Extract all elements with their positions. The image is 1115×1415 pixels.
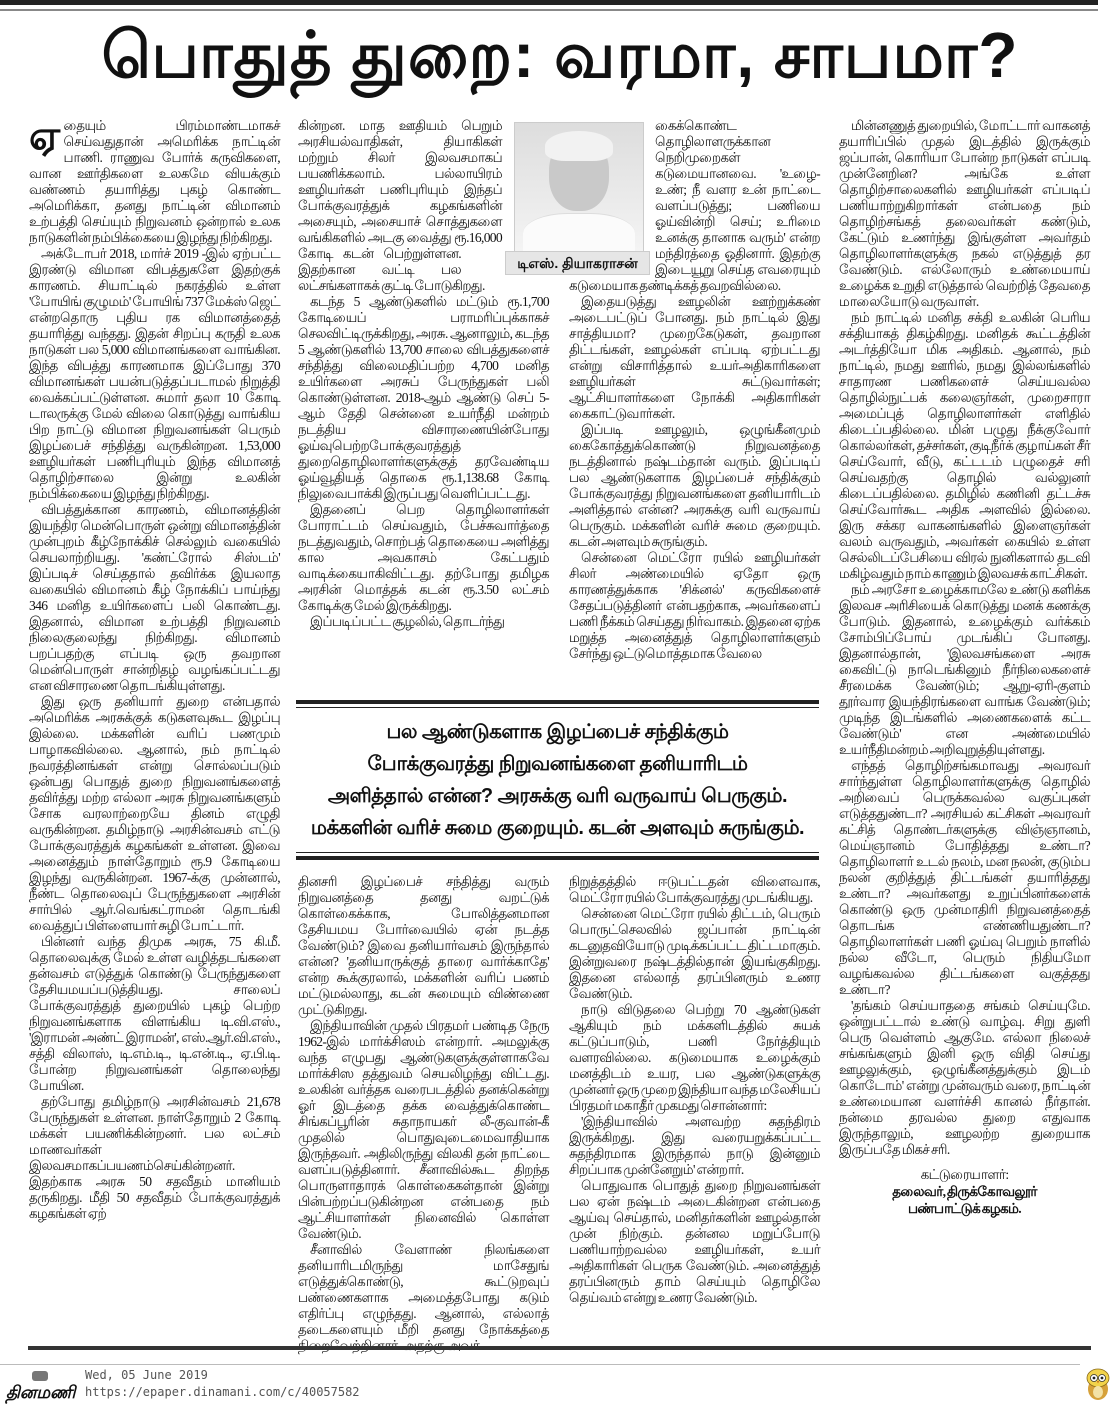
paragraph: இப்படிப்பட்ட சூழலில், தொடர்ந்து [310,614,505,629]
photo-spacer [569,118,655,268]
paragraph: சென்னை மெட்ரோ ரயில் ஊழியர்கள் சிலர் அண்மையில் ஏதோ ஒரு காரணத்துக்காக 'சிக்னல்' கருவிகளைச் சேதப்படுத்தினர் என்பதற்காக, அவர்களைப் பணி நீக்கம் செய்தது நிர்வாகம். இதனை ஏற்க மறுத்த அனைத்துத் தொழிலாளர்களும் சேர்ந்து ஒட்டுமொத்தமாக வேலை [569,550,820,661]
author-signature [839,1166,1090,1217]
article-column-1 [29,114,280,1222]
paragraph: ஏதையும் பிரம்மாண்டமாகச் செய்வதுதான் அமெரிக்க நாட்டின் பாணி. ராணுவ போர்க் கருவிகளை, வான ஊர்திகளை உலகமே வியக்கும் வண்ணம் தயாரித்து புகழ் கொண்ட அமெரிக்கா, தனது நாட்டின் விமானம் உற்பத்தி செய்யும் நிறுவனம் ஒன்றால் உலக நாடுகளின் நம்பிக்கையை இழந்து நிற்கிறது. [29,114,280,245]
dinamani-logo[interactable]: தினமணி [6,1371,78,1403]
epaper-link[interactable]: https://epaper.dinamani.com/c/40057582 [85,1385,360,1399]
paragraph: சீனாவில் வேளாண் நிலங்களை தனியாரிடமிருந்து மாசேதுங் எடுத்துக்கொண்டு, கூட்டுறவுப் பண்ணைகளாக அமைத்தபோது கடும் எதிர்ப்பு எழுந்தது. ஆனால், எல்லாத் தடைகளையும் மீறி தனது நோக்கத்தை [298,1242,549,1337]
pull-quote-line: பல ஆண்டுகளாக இழப்பைச் சந்திக்கும் [386,721,729,743]
paragraph: அக்டோபர் 2018, மார்ச் 2019 -இல் ஏற்பட்ட இரண்டு விமான விபத்துகளே இதற்குக் காரணம். சியாட்டில் நகரத்தில் உள்ள 'போயிங் குழுமம்' போயிங் 737 மேக்ஸ் ஜெட் என்றதொரு புதிய ரக விமானத்தைத் தயாரித்து வந்தது. இதன் சிறப்பு கருதி உலக நாடுகள் பல 5,000 விமானங்களை வாங்கின. இந்த விபத்து காரணமாக இப்போது 370 விமானங்கள் பயன்படுத்தப்படாமல் நிறுத்தி வைக்கப்பட்டுள்ளன. சுமார் தலா 10 கோடி டாலருக்கு மேல் விலை கொடுத்து வாங்கிய பிற நாட்டு விமான நிறுவனங்கள் பெரும் இழப்பைச் சந்தித்து வருகின்றன. 1,53,000 ஊழியர்கள் பணிபுரியும் இந்த விமானத் தொழிற்சாலை இன்று உலகின் நம்பிக்கையை இழந்து நிற்கிறது. [29,246,280,501]
paragraph: இது ஒரு தனியார் துறை என்பதால் அமெரிக்க அரசுக்குக் கடுகளவுகூட இழப்பு இல்லை. மக்களின் வரிப் பணமும் பாழாகவில்லை. ஆனால், நம் நாட்டில் நவரத்தினங்கள் என்று சொல்லப்படும் ஒன்பது பொதுத் துறை நிறுவனங்களைத் தவிர்த்து மற்ற எல்லா அரசு நிறுவனங்களும் சோக வரலாற்றையே தினம் எழுதி வருகின்றன. தமிழ்நாடு அரசின்வசம் எட்டு போக்குவரத்துக் கழகங்கள் உள்ளன. இவை அனைத்தும் நாள்தோறும் ரூ.9 கோடியை இழந்து வருகின்றன. 1967-க்கு முன்னால், நீண்ட தொலைவுப் பேருந்துகளை அரசின் சார்பில் ஆர்.வெங்கட்ராமன் தொடங்கி வைத்துப் பிள்ளையார் சுழி போட்டார். [29,694,280,933]
edition-date: Wed, 05 June 2019 [85,1368,208,1382]
paragraph: நம் நாட்டில் மனித சக்தி உலகின் பெரிய சக்தியாகத் திகழ்கிறது. மனிதக் கூட்டத்தின் அடர்த்தியோ மிக அதிகம். ஆனால், நம் நாட்டில், நமது ஊரில், நமது இல்லங்களில் சாதாரண பணிகளைச் செய்யவல்ல தொழில்நுட்பக் கலைஞர்கள், முறைசாரா அமைப்புத் தொழிலாளர்கள் எளிதில் கிடைப்பதில்லை. மின் பழுது நீக்குவோர் கொல்லர்கள், தச்சர்கள், குடிநீர்க் குழாய்கள் சீர் செய்வோர், வீடு, கட்டடம் பழுதைச் சரி செய்வதற்கு தொழில் வல்லுனர் கிடைப்பதில்லை. தமிழில் கணினி தட்டச்சு செய்வோர்கூட அதிக அளவில் இல்லை. இரு சக்கர வாகனங்களில் இளைஞர்கள் வலம் வருவதும், அவர்கள் கையில் உள்ள செல்லிடப்பேசியை விரல் நுனிகளால் தடவி மகிழ்வதும் நாம் காணும் இலவசக் காட்சிகள். [839,310,1090,581]
top-border [0,0,1098,5]
headline: பொதுத் துறை: வரமா, சாபமா? [101,19,1019,91]
pull-quote-line: மக்களின் வரிச் சுமை குறையும். கடன் அளவும் சுருங்கும். [310,817,805,839]
pull-quote-line: போக்குவரத்து நிறுவனங்களை தனியாரிடம் [367,753,748,775]
footer [0,1365,1115,1404]
paragraph: தினசரி இழப்பைச் சந்தித்து வரும் நிறுவனத்தை தனது வறட்டுக் கொள்கைக்காக, போலித்தனமான தேசியமய போர்வையில் ஏன் நடத்த வேண்டும்? இவை தனியார்வசம் இருந்தால் என்ன? 'தனியாருக்குத் தாரை வார்க்காதே' என்ற கூக்குரலால், மக்களின் வரிப் பணம் மட்டுமல்லாது, கடன் சுமையும் விண்ணை முட்டுகிறது. [298,874,549,1017]
article-column-3-bottom [569,874,820,1306]
paragraph: கின்றன. மாத ஊதியம் பெறும் அரசியல்வாதிகள், தியாகிகள் மற்றும் சிலர் இலவசமாகப் பயணிக்கலாம். பல்லாயிரம் ஊழியர்கள் பணிபுரியும் இந்தப் போக்குவரத்துக் கழகங்களின் அசையும், அசையாச் சொத்துகளை வங்கிகளில் அடகு வைத்து ரூ.16,000 கோடி கடன் பெற்றுள்ளன. இதற்கான வட்டி பல லட்சங்களாகக் குட்டி போடுகிறது. [298,118,502,293]
paragraph: நாடு விடுதலை பெற்று 70 ஆண்டுகள் ஆகியும் நம் மக்களிடத்தில் சுயக் கட்டுப்பாடும், பணி நேர்த்தியும் வளரவில்லை. கடுமையாக உழைக்கும் மனத்திடம் உயர, பல ஆண்டுகளுக்கு முன்னர் ஒரு முறை இந்தியா வந்த மலேசியப் பிரதமர் மகாதீர் முகமது சொன்னார்: [569,1002,820,1113]
drop-cap: ஏ [29,114,60,158]
paragraph: எந்தத் தொழிற்சங்கமாவது அவரவர் சார்ந்துள்ள தொழிலாளர்களுக்கு தொழில் அறிவைப் பெருக்கவல்ல வகுப்புகள் எடுத்ததுண்டா? அரசியல் கட்சிகள் அவரவர் கட்சித் தொண்டர்களுக்கு விஞ்ஞானம், மெய்ஞானம் போதித்தது உண்டா? தொழிலாளர் உடல் நலம், மன நலன், குடும்ப நலன் குறித்துத் திட்டங்கள் தயாரித்தது உண்டா? அவர்களது உறுப்பினர்களைக் கொண்டு ஒரு முன்மாதிரி நிறுவனத்தைத் தொடங்க எண்ணியதுண்டா? தொழிலாளர்கள் பணி ஓய்வு பெறும் நாளில் நல்ல வீடோ, பெரும் நிதியமோ வழங்கவல்ல திட்டங்களை வகுத்தது உண்டா? [839,758,1090,997]
paragraph: பின்னர் வந்த திமுக அரசு, 75 கி.மீ. தொலைவுக்கு மேல் உள்ள வழித்தடங்களை தன்வசம் எடுத்துக் கொண்டு பேருந்துகளை தேசியமயப்படுத்தியது. சாலைப் போக்குவரத்துத் துறையில் புகழ் பெற்ற நிறுவனங்களாக விளங்கிய டி.வி.எஸ்., 'இராமன் அண்ட் இராமன்', எஸ்.ஆர்.வி.எஸ்., சத்தி விலாஸ், டி.எம்.டி., டி.என்.டி., ஏ.பி.டி. போன்ற நிறுவனங்கள் தொலைந்து போயின. [29,934,280,1093]
paragraph: தற்போது தமிழ்நாடு அரசின்வசம் 21,678 பேருந்துகள் உள்ளன. நாள்தோறும் 2 கோடி மக்கள் பயணிக்கின்றனர். பல லட்சம் மாணவர்கள் இலவசமாகப்பயணம்செய்கின்றனர். இதற்காக அரசு 50 சதவீதம் மானியம் தருகிறது. மீதி 50 சதவீதம் போக்குவரத்துக் கழகங்கள் ஏற் [29,1094,280,1221]
paragraph: கைக்கொண்ட தொழிலாளருக்கான நெறிமுறைகள் கடுமையானவை. 'உழை-உண்; நீ வளர உன் நாட்டை வளப்படுத்து; பணியை ஓய்வின்றி செய்; உரிமை உனக்கு தானாக வரும்' என்ற மந்திரத்தை ஓதினார். இதற்கு இடையூறு செய்த எவரையும் கடுமையாக தண்டிக்கத் தவறவில்லை. [569,118,820,293]
pull-quote-line: அளித்தால் என்ன? அரசுக்கு வரி வருவாய் பெருகும். [327,785,788,807]
signature-label: கட்டுரையாளர்: [920,1167,1009,1182]
article-column-2-bottom [298,874,549,1354]
paragraph: நம் அரசோ உழைக்காமலே உண்டு களிக்க இலவச அரிசியைக் கொடுத்து மனக் கணக்கு போடும். இதனால், உழைக்கும் வர்க்கம் சோம்பிப்போய் முடங்கிப் போனது. இதனால்தான், 'இலவசங்களை அரசு கைவிட்டு நாடெங்கினும் நீர்நிலைகளைச் சீரமைக்க வேண்டும்; ஆறு-ஏரி-குளம் தூர்வார இயந்திரங்களை வாங்க வேண்டும்; முடிந்த இடங்களில் அணைகளைக் கட்ட வேண்டும்' என அண்மையில் உயர்நீதிமன்றம் அறிவுறுத்தியுள்ளது. [839,582,1090,757]
paragraph: கடந்த 5 ஆண்டுகளில் மட்டும் ரூ.1,700 கோடியைப் பராமரிப்புக்காகச் செலவிட்டிருக்கிறது, அரசு. ஆனாலும், கடந்த 5 ஆண்டுகளில் 13,700 சாலை விபத்துகளைச் சந்தித்து விலைமதிப்பற்ற 4,700 மனித உயிர்களை அரசுப் பேருந்துகள் பலி கொண்டுள்ளன. 2018-ஆம் ஆண்டு செப் 5-ஆம் தேதி சென்னை உயர்நீதி மன்றம் நடத்திய விசாரணையின்போது ஓய்வுபெற்றபோக்குவரத்துத் துறைதொழிலாளர்களுக்குத் தரவேண்டிய ஓய்வூதியத் தொகை ரூ.1,138.68 கோடி நிலுவைபாக்கி இருப்பது வெளிப்பட்டது. [298,294,549,501]
paragraph: இப்படி ஊழலும், ஒழுங்கீனமும் கைகோத்துக்கொண்டு நிறுவனத்தை நடத்தினால் நஷ்டம்தான் வரும். இப்படிப் பல ஆண்டுகளாக இழப்பைச் சந்திக்கும் போக்குவரத்து நிறுவனங்களை தனியாரிடம் அளித்தால் என்ன? அரசுக்கு வரி வருவாய் பெருகும். மக்களின் வரிச் சுமை குறையும். கடன் அளவும் சுருங்கும். [569,422,820,549]
paragraph: இதனைப் பெற தொழிலாளர்கள் போராட்டம் செய்வதும், பேச்சுவார்த்தை நடத்துவதும், சொற்பத் தொகையை அளித்து கால அவகாசம் கேட்பதும் வாடிக்கையாகிவிட்டது. தற்போது தமிழக அரசின் மொத்தக் கடன் ரூ.3.50 லட்சம் கோடிக்கு மேல் இருக்கிறது. [298,502,549,613]
paragraph: பொதுவாக பொதுத் துறை நிறுவனங்கள் பல ஏன் நஷ்டம் அடைகின்றன என்பதை ஆய்வு செய்தால், மனிதர்களின் ஊழல்தான் முன் நிற்கும். தன்னல மறுப்போடு பணியாற்றவல்ல ஊழியர்கள், உயர் அதிகாரிகள் பெருக வேண்டும். அனைத்துத் தரப்பினரும் தாம் செய்யும் தொழிலே தெய்வம் என்று உணர வேண்டும். [569,1178,820,1305]
paragraph: இதையடுத்து ஊழலின் ஊற்றுக்கண் அடைபட்டுப் போனது. நம் நாட்டில் இது சாத்தியமா? முறைகேடுகள், தவறான திட்டங்கள், ஊழல்கள் எப்படி ஏற்பட்டது என்று விசாரித்தால் உயர்அதிகாரிகளை ஊழியர்கள் சுட்டுவார்கள்; ஆட்சியாளர்களை நோக்கி அதிகாரிகள் கைகாட்டுவார்கள். [569,294,820,421]
article-column-4 [839,118,1090,1217]
signature-org: பண்பாட்டுக் கழகம். [908,1201,1021,1216]
author-caption: டிஎஸ். தியாகராசன் [505,251,650,275]
paragraph: சென்னை மெட்ரோ ரயில் திட்டம், பெரும் பொருட்செலவில் ஜப்பான் நாட்டின் கடனுதவியோடு முடிக்கப்பட்ட திட்டமாகும். இன்றுவரை நஷ்டத்தில்தான் இயங்குகிறது. இதனை எல்லாத் தரப்பினரும் உணர வேண்டும். [569,906,820,1001]
signature-title: தலைவர், திருக்கோவலூர் [892,1184,1037,1199]
paragraph: விபத்துக்கான காரணம், விமானத்தின் இயந்திர மென்பொருள் ஒன்று விமானத்தின் முன்புறம் கீழ்நோக்கிச் செல்லும் வகையில் செயலாற்றியது. 'கண்ட்ரோல் சிஸ்டம்' இப்படிச் செய்ததால் தவிர்க்க இயலாத வகையில் விமானம் கீழ் நோக்கிப் பாய்ந்து 346 மனித உயிர்களைப் பலி கொண்டது. இதனால், விமான உற்பத்தி நிறுவனம் நிலைகுலைந்து நிற்கிறது. விமானம் பறப்பதற்கு எப்படி ஒரு தவறான மென்பொருள் சான்றிதழ் வழங்கப்பட்டது என விசாரணை தொடங்கியுள்ளது. [29,502,280,693]
owl-mascot-icon [1086,1367,1110,1401]
paragraph: 'இந்தியாவில் அளவற்ற சுதந்திரம் இருக்கிறது. இது வரையறுக்கப்பட்ட சுதந்திரமாக இருந்தால் நாடு இன்னும் சிறப்பாக முன்னேறும்' என்றார். [569,1114,820,1177]
paragraph: இந்தியாவின் முதல் பிரதமர் பண்டித நேரு 1962-இல் மார்க்சிஸம் என்றார். அமலுக்கு வந்த எழுபது ஆண்டுகளுக்குள்ளாகவே மார்க்சிஸ தத்துவம் செயலிழந்து விட்டது. உலகின் வர்த்தக வரைபடத்தில் தனக்கென்று ஓர் இடத்தை தக்க வைத்துக்கொண்ட சிங்கப்பூரின் சுதாநாயகர் லீ-குவான்-கீ முதலில் பொதுவுடைமைவாதியாக இருந்தவர். அதிலிருந்து விலகி தன் நாட்டை வளப்படுத்தினார். சீனாவில்கூட திறந்த பொருளாதாரக் கொள்கைகள்தான் இன்று பின்பற்றப்படுகின்றன என்பதை நம் ஆட்சியாளர்கள் நினைவில் கொள்ள வேண்டும். [298,1018,549,1241]
paragraph: 'தங்கம் செய்யாததை சங்கம் செய்யுமே. ஒன்றுபட்டால் உண்டு வாழ்வு. சிறு துளி பெரு வெள்ளம் ஆகுமே. எல்லா நிலைச் சங்கங்களும் இனி ஒரு விதி செய்து ஊழலுக்கும், ஒழுங்கீனத்துக்கும் இடம் கொடோம்' என்று முன்வரும் வரை, நாட்டின் உண்மையான வளர்ச்சி கானல் நீர்தான். நன்மை தரவல்ல துறை எதுவாக இருந்தாலும், ஊழலற்ற துறையாக இருப்பதே மிகச் சரி. [839,998,1090,1157]
pull-quote [296,700,819,860]
emblem-icon [32,1371,48,1381]
article-column-3-top [569,118,820,662]
paragraph: மின்னணுத் துறையில், மோட்டார் வாகனத் தயாரிப்பில் முதல் இடத்தில் இருக்கும் ஜப்பான், கொரியா போன்ற நாடுகள் எப்படி முன்னேறின? அங்கே உள்ள தொழிற்சாலைகளில் ஊழியர்கள் எப்படிப் பணியாற்றுகிறார்கள் என்பதை நம் தொழிற்சங்கத் தலைவர்கள் கண்டும், கேட்டும் உணர்ந்து இங்குள்ள அவர்தம் தொழிலாளர்களுக்கு நகல் எடுத்துத் தர வேண்டும். எல்லோரும் உண்மையாய் உழைக்க உறுதி எடுத்தால் வெற்றித் தேவதை மாலையோடு வருவாள். [839,118,1090,309]
paragraph: நிறுத்தத்தில் ஈடுபட்டதன் விளைவாக, மெட்ரோ ரயில் போக்குவரத்து முடங்கியது. [569,874,820,905]
bottom-rule [28,1346,1091,1350]
